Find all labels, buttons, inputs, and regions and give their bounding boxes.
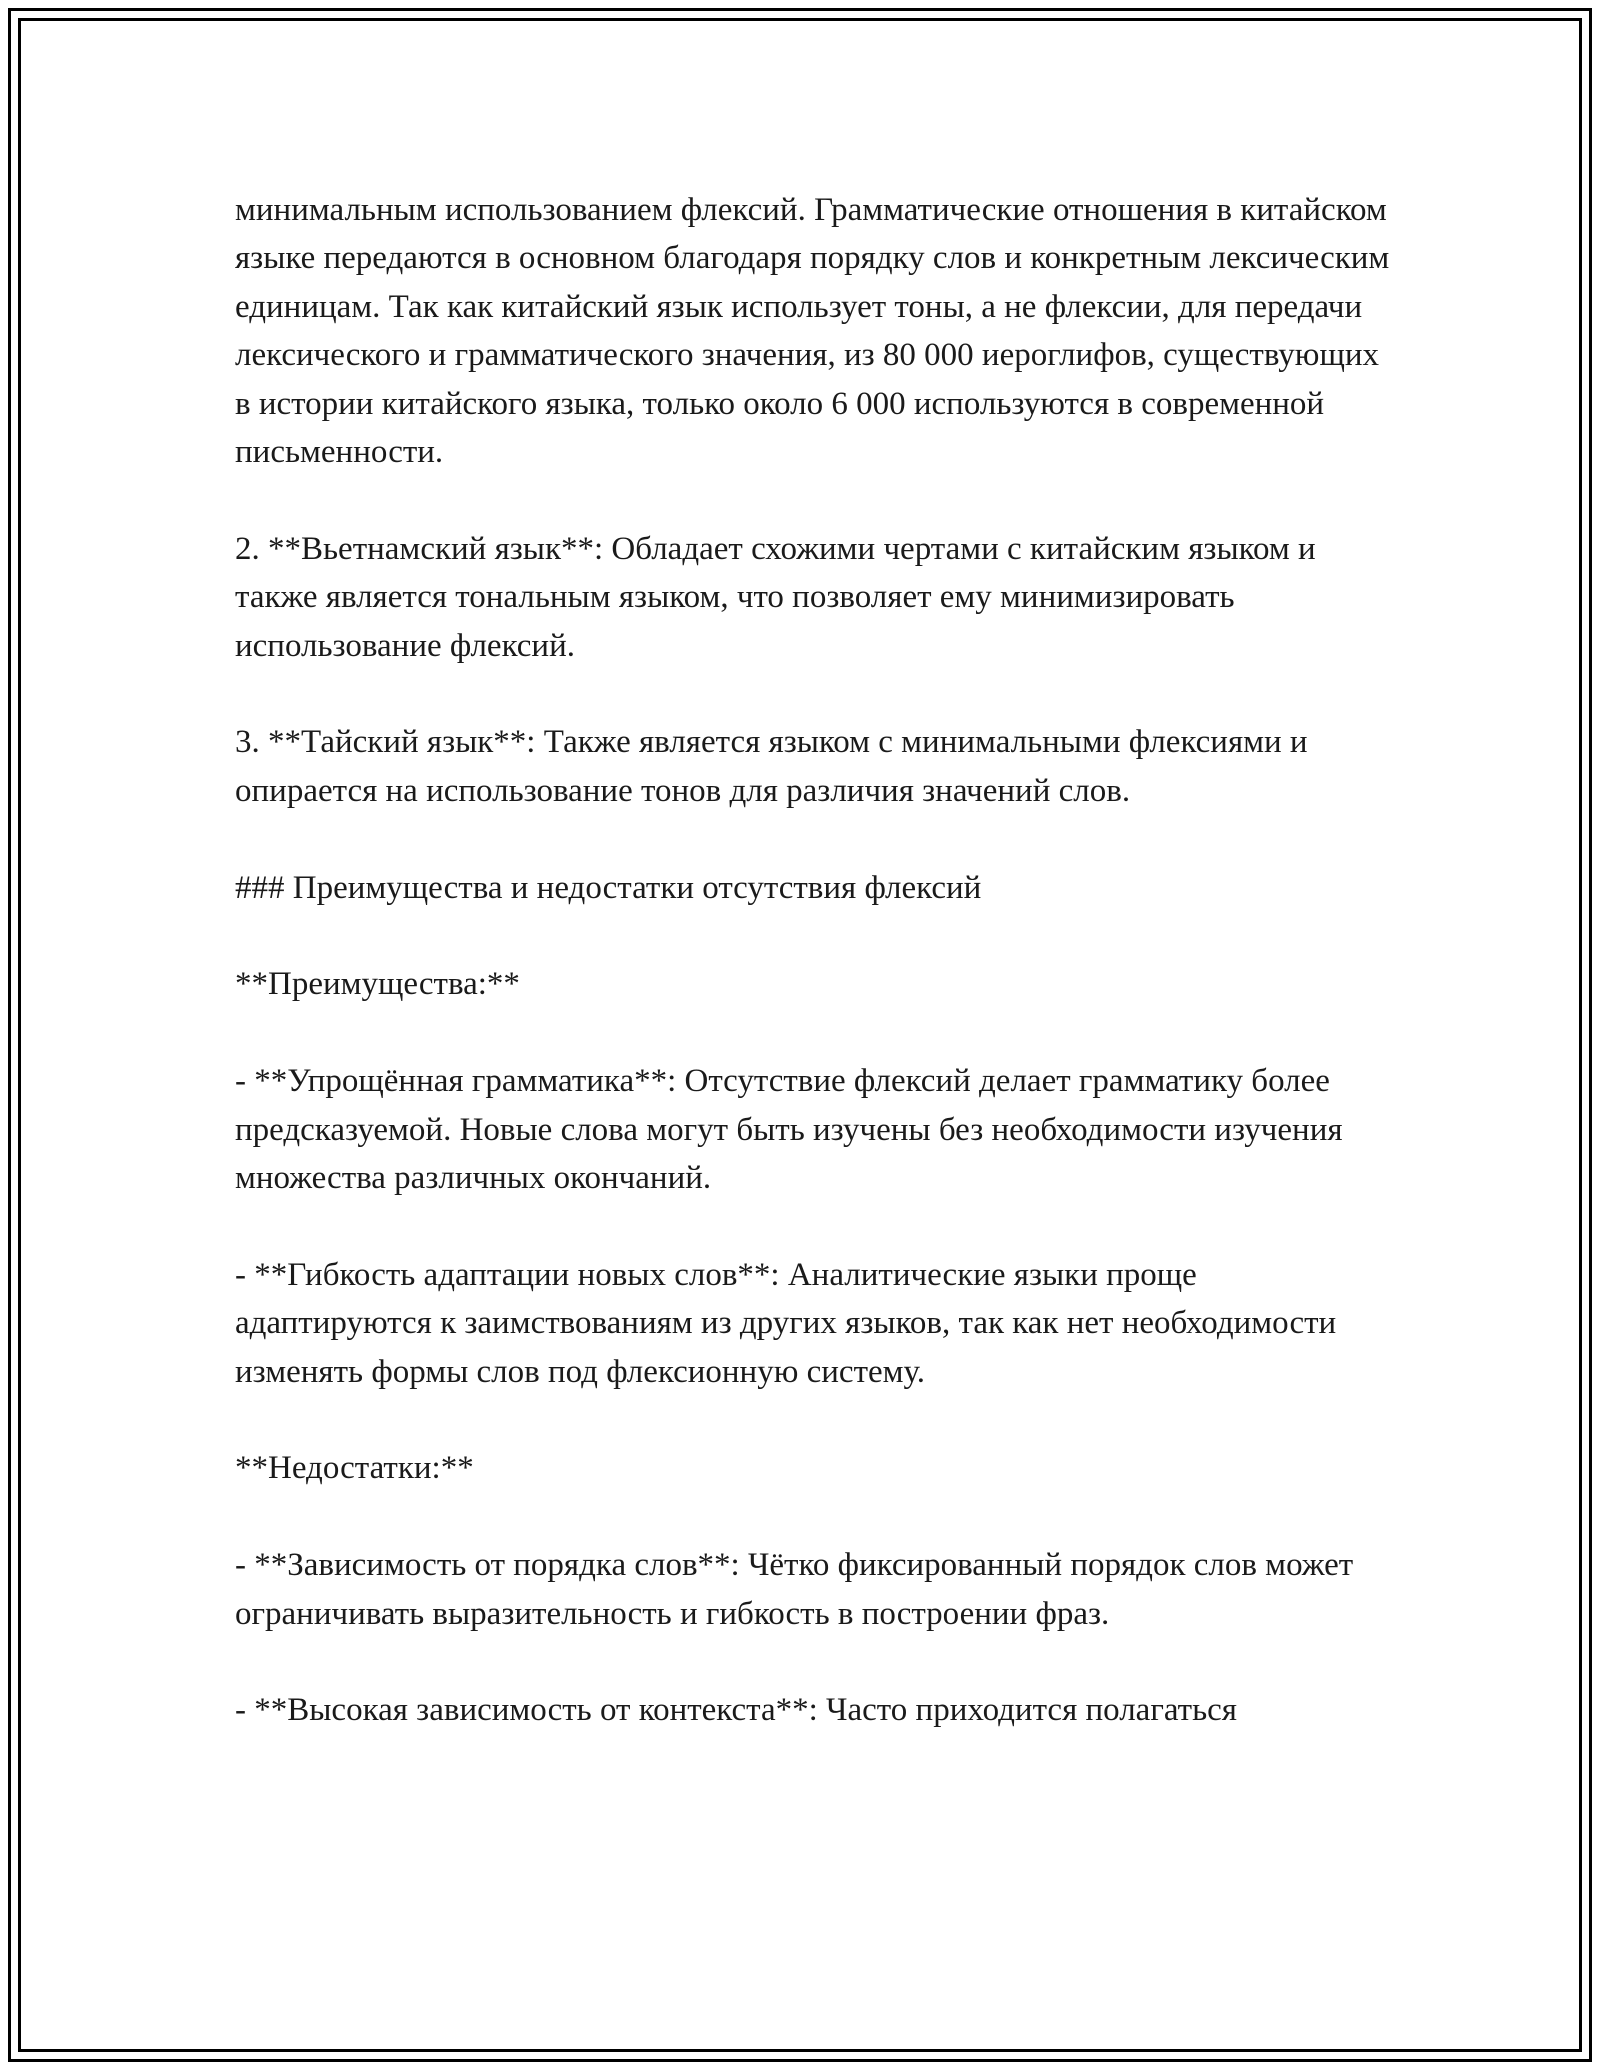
disadvantage-context: - **Высокая зависимость от контекста**: Часто приходится полагаться [235, 1692, 1237, 1729]
document-body [235, 186, 1395, 1735]
advantage-simplified-grammar: - **Упрощённая грамматика**: Отсутствие флексий делает грамматику более предсказуемой. Новые слова могут быть изучены без необходимости изучения множества различных окончаний. [235, 1063, 1343, 1197]
advantage-flexible-adaptation: - **Гибкость адаптации новых слов**: Аналитические языки проще адаптируются к заимствованиям из других языков, так как нет необходимости изменять формы слов под флексионную систему. [235, 1256, 1337, 1390]
paragraph-vietnamese: 2. **Вьетнамский язык**: Обладает схожими чертами с китайским языком и также является тональным языком, что позволяет ему минимизировать использование флексий. [235, 530, 1316, 664]
paragraph-thai: 3. **Тайский язык**: Также является языком с минимальными флексиями и опирается на использование тонов для различия значений слов. [235, 724, 1308, 809]
advantages-heading: **Преимущества:** [235, 966, 520, 1003]
disadvantages-heading: **Недостатки:** [235, 1450, 474, 1487]
paragraph-chinese-continuation: минимальным использованием флексий. Грамматические отношения в китайском языке передаются в основном благодаря порядку слов и конкретным лексическим единицам. Так как китайский язык использует тоны, а не флексии, для передачи лексического и грамматического значения, из 80 000 иероглифов, существующих в истории китайского языка, только около 6 000 используются в современной письменности. [235, 192, 1390, 471]
disadvantage-word-order: - **Зависимость от порядка слов**: Чётко фиксированный порядок слов может ограничивать выразительность и гибкость в построении фраз. [235, 1547, 1354, 1632]
section-heading: ### Преимущества и недостатки отсутствия флексий [235, 869, 982, 906]
